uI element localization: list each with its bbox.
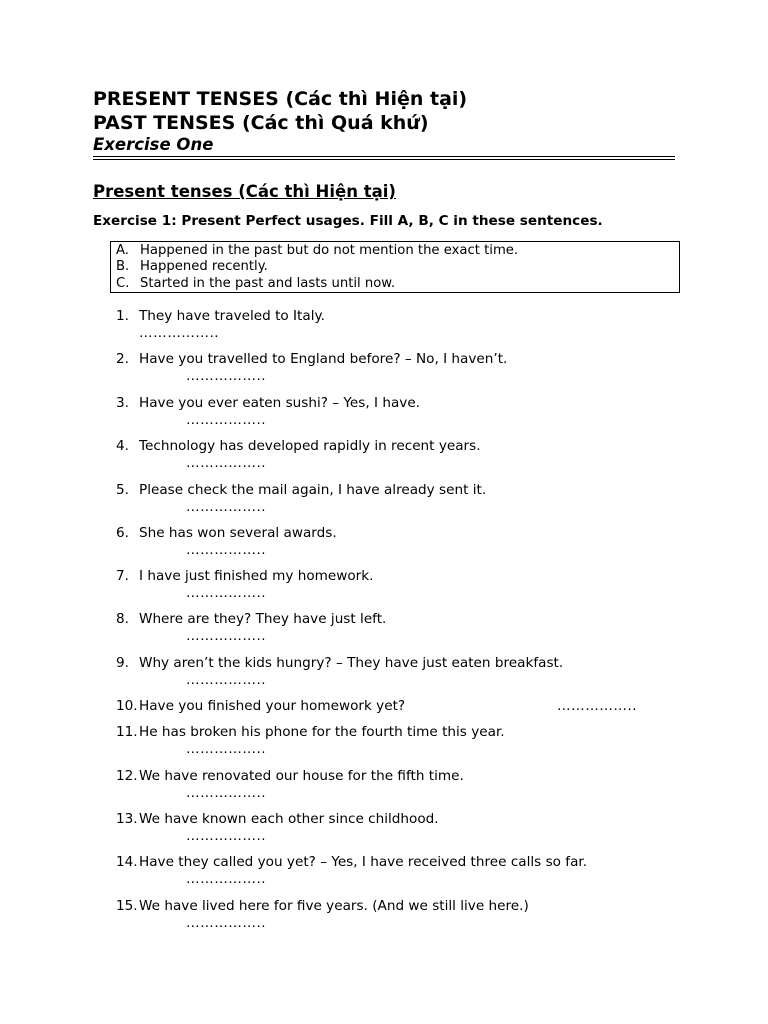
- answer-blank[interactable]: ……………..: [186, 871, 267, 887]
- answer-blank[interactable]: ……………..: [186, 412, 267, 428]
- question-text: They have traveled to Italy.: [139, 308, 325, 324]
- answer-blank[interactable]: ……………..: [186, 741, 267, 757]
- question-number: 2.: [116, 351, 129, 367]
- answer-blank[interactable]: ……………..: [186, 672, 267, 688]
- option-letter: C.: [116, 276, 130, 291]
- question-number: 9.: [116, 655, 129, 671]
- answer-blank[interactable]: ……………..: [186, 628, 267, 644]
- answer-blank[interactable]: ……………..: [186, 585, 267, 601]
- answer-blank[interactable]: ……………..: [557, 698, 638, 714]
- exercise-subtitle: Exercise One: [93, 135, 214, 154]
- answer-blank[interactable]: ……………..: [186, 455, 267, 471]
- question-text: Technology has developed rapidly in recent years.: [139, 438, 481, 454]
- question-text: We have renovated our house for the fifth time.: [139, 768, 464, 784]
- question-number: 13.: [116, 811, 138, 827]
- question-text: Have you ever eaten sushi? – Yes, I have.: [139, 395, 421, 411]
- answer-blank[interactable]: ……………..: [186, 785, 267, 801]
- option-text: Happened recently.: [140, 259, 268, 274]
- answer-blank[interactable]: ……………..: [186, 368, 267, 384]
- question-number: 14.: [116, 854, 138, 870]
- options-box: [110, 241, 680, 293]
- section-heading: Present tenses (Các thì Hiện tại): [93, 182, 396, 201]
- question-number: 7.: [116, 568, 129, 584]
- question-text: Why aren’t the kids hungry? – They have just eaten breakfast.: [139, 655, 564, 671]
- question-text: Have you finished your homework yet?: [139, 698, 406, 714]
- answer-blank[interactable]: ……………..: [186, 828, 267, 844]
- question-text: We have lived here for five years. (And we still live here.): [139, 898, 529, 914]
- question-text: I have just finished my homework.: [139, 568, 374, 584]
- question-number: 3.: [116, 395, 129, 411]
- question-number: 1.: [116, 308, 129, 324]
- option-a: [116, 243, 518, 259]
- question-number: 12.: [116, 768, 138, 784]
- question-text: She has won several awards.: [139, 525, 337, 541]
- option-text: Started in the past and lasts until now.: [140, 276, 396, 291]
- header-divider-top: [93, 156, 675, 157]
- page-title-past: PAST TENSES (Các thì Quá khứ): [93, 112, 429, 134]
- exercise-instruction: Exercise 1: Present Perfect usages. Fill A, B, C in these sentences.: [93, 213, 603, 229]
- answer-blank[interactable]: ……………..: [186, 542, 267, 558]
- question-number: 5.: [116, 482, 129, 498]
- question-number: 11.: [116, 724, 138, 740]
- question-number: 10.: [116, 698, 138, 714]
- answer-blank[interactable]: ……………..: [139, 325, 220, 341]
- option-text: Happened in the past but do not mention the exact time.: [140, 243, 519, 258]
- question-text: We have known each other since childhood.: [139, 811, 439, 827]
- question-number: 4.: [116, 438, 129, 454]
- question-text: He has broken his phone for the fourth time this year.: [139, 724, 505, 740]
- option-b: [116, 259, 268, 275]
- option-letter: A.: [116, 243, 129, 258]
- question-text: Have they called you yet? – Yes, I have received three calls so far.: [139, 854, 588, 870]
- answer-blank[interactable]: ……………..: [186, 915, 267, 931]
- question-text: Where are they? They have just left.: [139, 611, 387, 627]
- page-title-present: PRESENT TENSES (Các thì Hiện tại): [93, 88, 468, 110]
- question-text: Have you travelled to England before? – No, I haven’t.: [139, 351, 508, 367]
- option-letter: B.: [116, 259, 130, 274]
- question-number: 8.: [116, 611, 129, 627]
- answer-blank[interactable]: ……………..: [186, 499, 267, 515]
- question-text: Please check the mail again, I have already sent it.: [139, 482, 487, 498]
- question-number: 6.: [116, 525, 129, 541]
- question-number: 15.: [116, 898, 138, 914]
- option-c: [116, 276, 395, 292]
- header-divider-bottom: [93, 159, 675, 160]
